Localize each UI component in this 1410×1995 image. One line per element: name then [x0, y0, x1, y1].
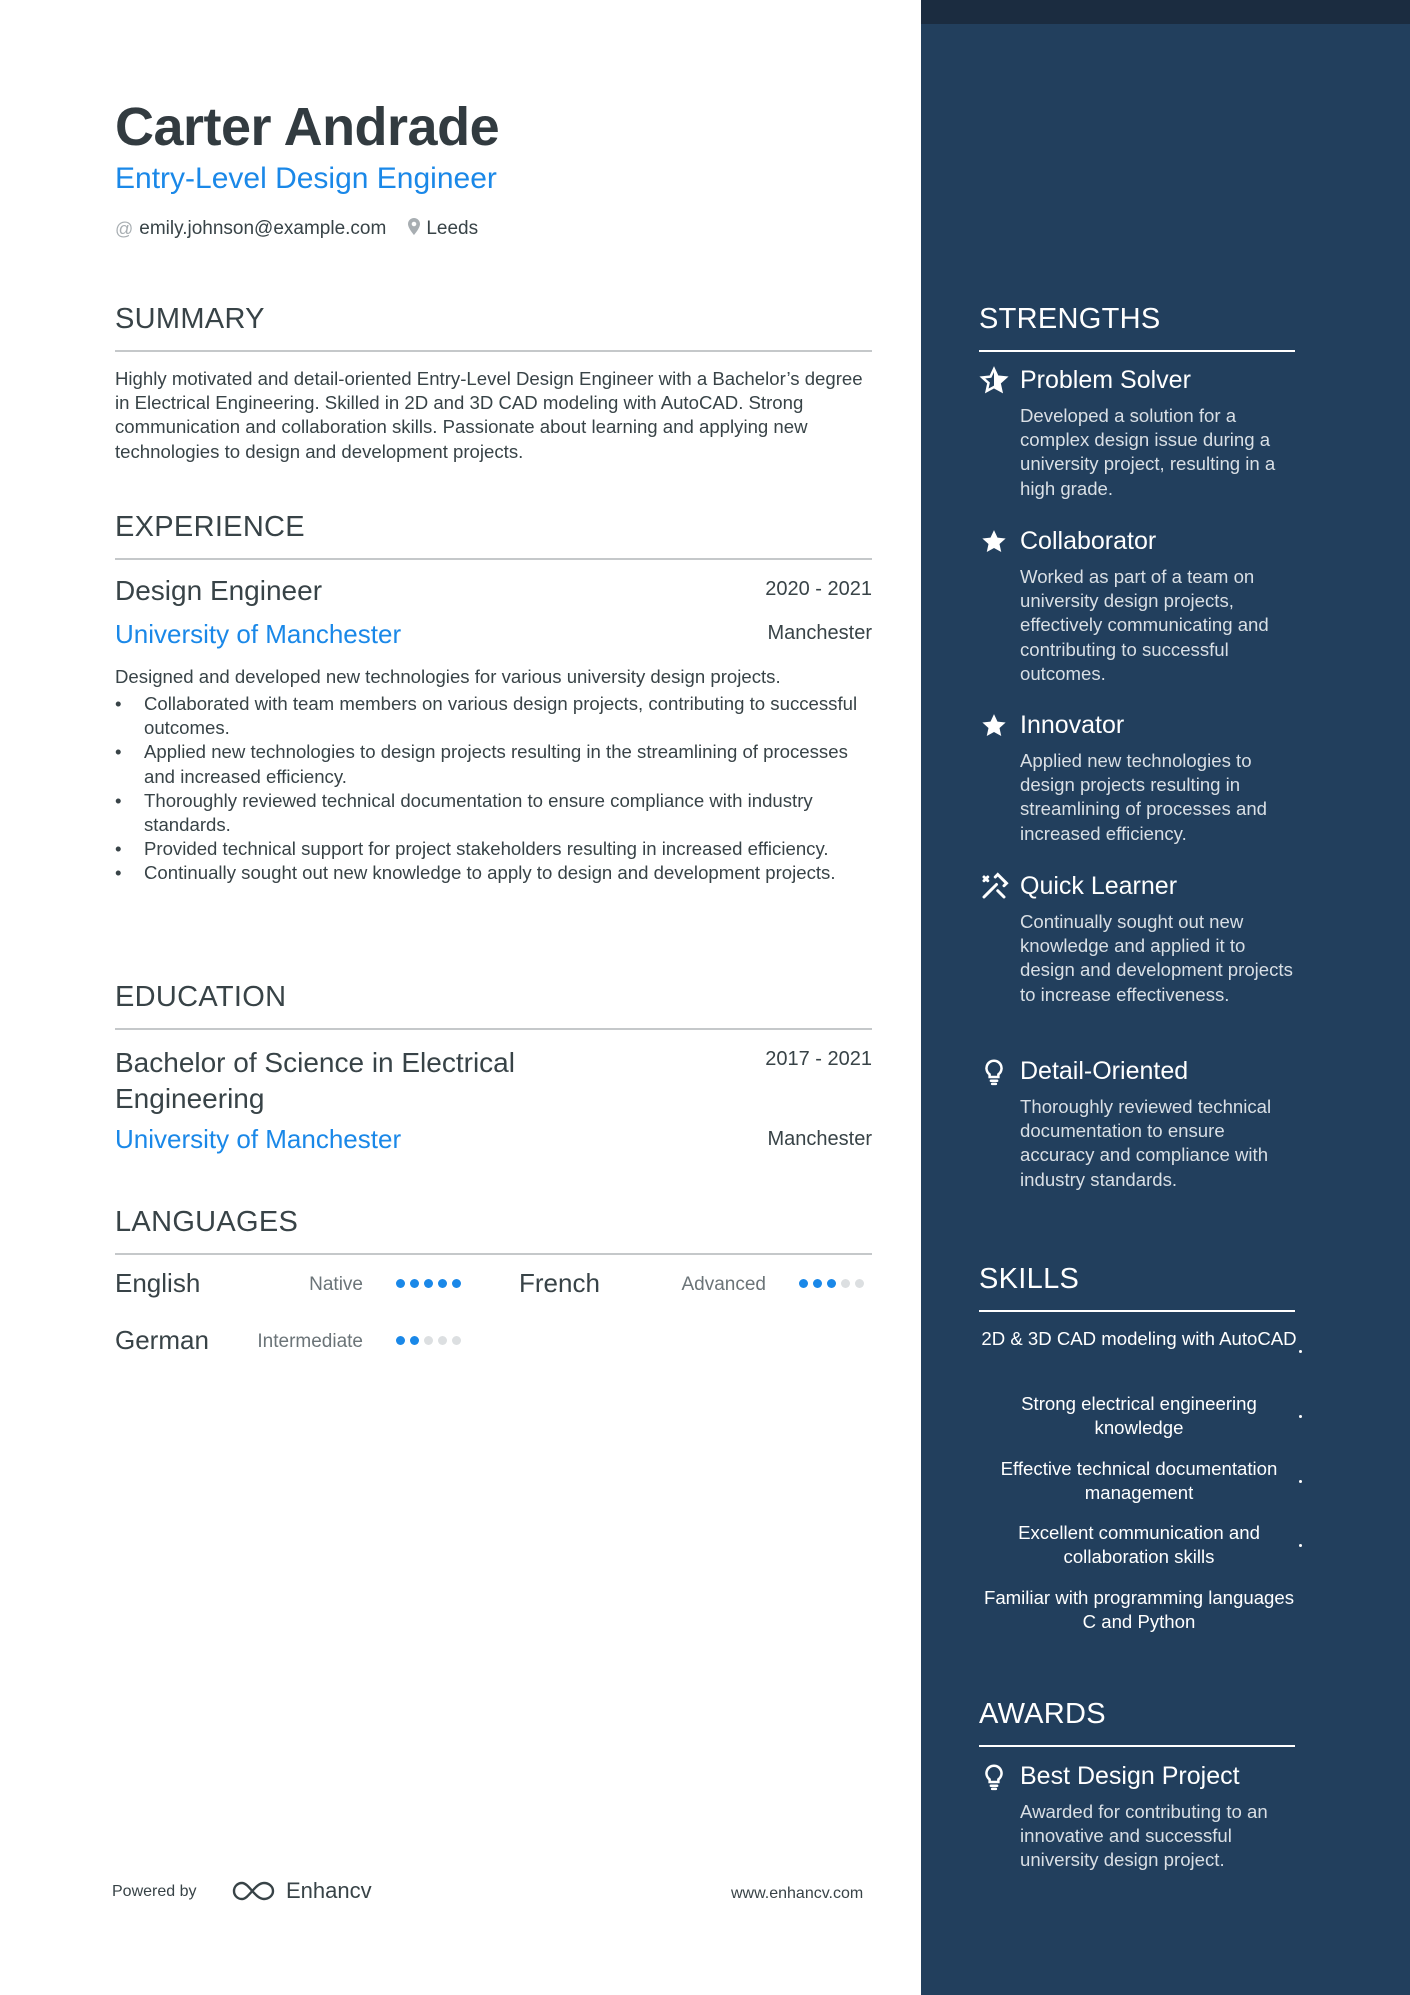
- strength-title: Innovator: [1020, 711, 1125, 739]
- languages-heading: LANGUAGES: [115, 1206, 299, 1238]
- enhancv-logo[interactable]: [230, 1878, 372, 1904]
- job-dates: 2020 - 2021: [765, 578, 872, 600]
- rating-dot-filled: [452, 1279, 461, 1288]
- education-divider: [115, 1028, 872, 1030]
- enhancv-logo-icon: [230, 1879, 278, 1903]
- rating-dot-empty: [438, 1336, 447, 1345]
- language-name: English: [115, 1268, 201, 1298]
- awards-heading: AWARDS: [979, 1698, 1106, 1730]
- job-bullets: [115, 692, 875, 886]
- degree-title: Bachelor of Science in Electrical Engineering: [115, 1047, 515, 1114]
- email-link[interactable]: emily.johnson@example.com: [139, 218, 387, 239]
- star-half-icon: [979, 366, 1009, 396]
- skill-separator: [1299, 1415, 1302, 1418]
- award-description: Awarded for contributing to an innovative and successful university design project.: [1020, 1801, 1268, 1871]
- rating-dot-filled: [410, 1279, 419, 1288]
- award-title: Best Design Project: [1020, 1762, 1240, 1790]
- summary-text: Highly motivated and detail-oriented Entry-Level Design Engineer with a Bachelor’s degree in Electrical Engineering. Skilled in 2D and 3D CAD modeling with AutoCAD. Strong communication and collaboration skills. Passionate about learning and applying new technologies to design and development projects.: [115, 368, 863, 462]
- star-icon: [979, 711, 1009, 741]
- language-rating: [799, 1279, 864, 1288]
- job-location: Manchester: [767, 622, 872, 644]
- language-level: Native: [309, 1274, 363, 1295]
- lightbulb-icon: [979, 1057, 1009, 1087]
- sidebar: [921, 0, 1410, 1995]
- language-name: French: [519, 1268, 600, 1298]
- education-location: Manchester: [767, 1128, 872, 1150]
- strength-title: Problem Solver: [1020, 366, 1191, 394]
- list-item: • Collaborated with team members on various design projects, contributing to successful outcomes.: [115, 692, 875, 740]
- skills-heading: SKILLS: [979, 1263, 1080, 1295]
- strength-title: Quick Learner: [1020, 872, 1178, 900]
- skill-separator: [1299, 1480, 1302, 1483]
- star-icon: [979, 527, 1009, 557]
- list-item: • Thoroughly reviewed technical documentation to ensure compliance with industry standards.: [115, 789, 875, 837]
- experience-divider: [115, 558, 872, 560]
- skill-item: Excellent communication and collaboration skills: [1018, 1522, 1260, 1568]
- rating-dot-filled: [410, 1336, 419, 1345]
- skills-divider: [979, 1310, 1295, 1312]
- skill-item: 2D & 3D CAD modeling with AutoCAD: [981, 1328, 1297, 1349]
- at-icon: @: [115, 218, 134, 239]
- strength-description: Worked as part of a team on university design projects, effectively communicating and contributing to successful outcomes.: [1020, 566, 1269, 684]
- strength-title: Collaborator: [1020, 527, 1157, 555]
- education-heading: EDUCATION: [115, 981, 287, 1013]
- rating-dot-filled: [799, 1279, 808, 1288]
- education-dates: 2017 - 2021: [765, 1048, 872, 1070]
- rating-dot-empty: [452, 1336, 461, 1345]
- strengths-divider: [979, 350, 1295, 352]
- language-level: Intermediate: [257, 1331, 363, 1352]
- location-text: Leeds: [426, 218, 479, 239]
- job-organization: University of Manchester: [115, 619, 402, 649]
- strength-description: Thoroughly reviewed technical documentation to ensure accuracy and compliance with industry standards.: [1020, 1096, 1272, 1190]
- footer-url[interactable]: www.enhancv.com: [731, 1885, 864, 1902]
- skill-item: Effective technical documentation management: [1000, 1458, 1278, 1504]
- languages-divider: [115, 1253, 872, 1255]
- tools-icon: [979, 872, 1009, 902]
- summary-heading: SUMMARY: [115, 303, 265, 335]
- rating-dot-filled: [438, 1279, 447, 1288]
- rating-dot-filled: [424, 1279, 433, 1288]
- strength-description: Continually sought out new knowledge and applied it to design and development projects to increase effectiveness.: [1020, 911, 1293, 1005]
- location-pin-icon: [408, 218, 420, 240]
- list-item: • Continually sought out new knowledge to apply to design and development projects.: [115, 861, 875, 885]
- brand-name: Enhancv: [286, 1878, 372, 1903]
- rating-dot-filled: [396, 1336, 405, 1345]
- language-name: German: [115, 1325, 209, 1355]
- strengths-heading: STRENGTHS: [979, 303, 1161, 335]
- rating-dot-empty: [424, 1336, 433, 1345]
- summary-divider: [115, 350, 872, 352]
- job-title: Design Engineer: [115, 575, 323, 606]
- powered-by-label: Powered by: [112, 1883, 197, 1900]
- rating-dot-filled: [813, 1279, 822, 1288]
- skill-separator: [1299, 1544, 1302, 1547]
- job-role: Entry-Level Design Engineer: [115, 162, 497, 195]
- experience-heading: EXPERIENCE: [115, 511, 305, 543]
- rating-dot-filled: [827, 1279, 836, 1288]
- education-organization: University of Manchester: [115, 1124, 402, 1154]
- strength-description: Applied new technologies to design projects resulting in streamlining of processes and increased efficiency.: [1020, 750, 1268, 844]
- candidate-name: Carter Andrade: [115, 97, 500, 157]
- skill-separator: [1299, 1350, 1302, 1353]
- strength-title: Detail-Oriented: [1020, 1057, 1189, 1085]
- list-item: • Provided technical support for project stakeholders resulting in increased efficiency.: [115, 837, 875, 861]
- list-item: • Applied new technologies to design projects resulting in the streamlining of processes and increased efficiency.: [115, 740, 875, 788]
- skill-item: Strong electrical engineering knowledge: [1021, 1393, 1257, 1439]
- rating-dot-empty: [841, 1279, 850, 1288]
- rating-dot-empty: [855, 1279, 864, 1288]
- rating-dot-filled: [396, 1279, 405, 1288]
- language-level: Advanced: [681, 1274, 766, 1295]
- sidebar-top-bar: [921, 0, 1410, 24]
- lightbulb-icon: [979, 1762, 1009, 1792]
- skill-item: Familiar with programming languages C and Python: [983, 1587, 1295, 1633]
- strength-description: Developed a solution for a complex design issue during a university project, resulting in a high grade.: [1020, 405, 1276, 499]
- job-description: Designed and developed new technologies for various university design projects.: [115, 666, 781, 687]
- language-rating: [396, 1336, 461, 1345]
- contact-info: [115, 218, 478, 240]
- language-rating: [396, 1279, 461, 1288]
- awards-divider: [979, 1745, 1295, 1747]
